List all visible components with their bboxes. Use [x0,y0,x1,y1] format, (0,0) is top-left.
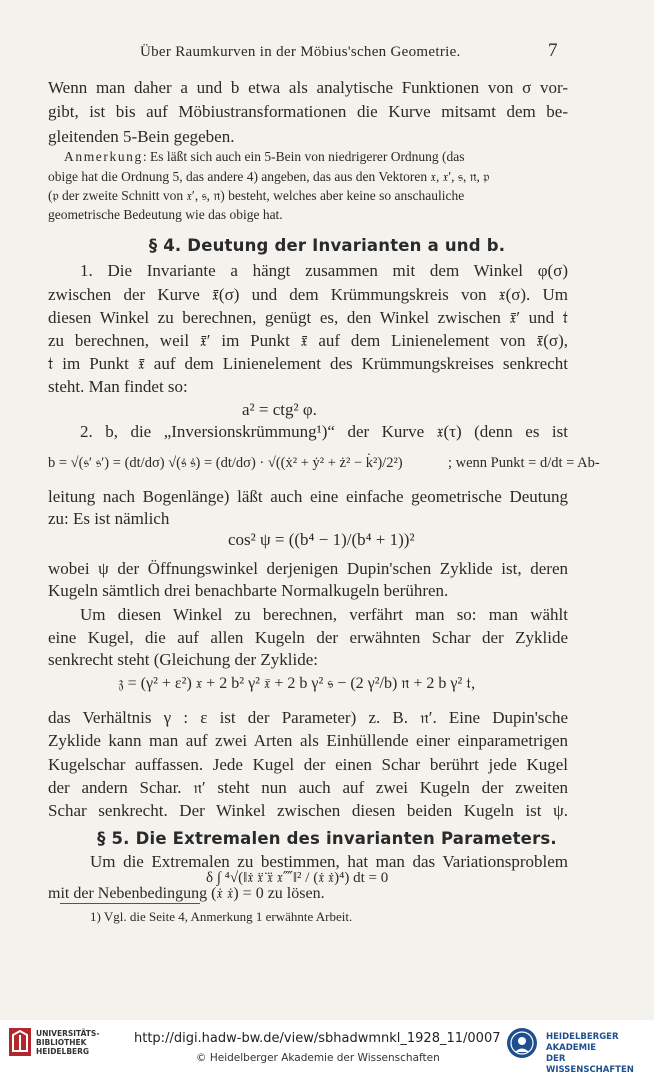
s4-p5-line-1: das Verhältnis γ : ε ist der Parameter) z. B. 𝔫′. Eine Dupin'sche [48,708,568,727]
university-library-logo-icon [8,1027,32,1057]
s4-p1-line-4: zu berechnen, weil 𝔵̄′ im Punkt 𝔵̄ auf dem Linienelement von 𝔵̄(σ), [48,331,568,350]
s4-p3-line-2: Kugeln sämtlich drei benachbarte Normalkugeln berühren. [48,581,449,600]
s4-p5-line-3: Kugelschar auffassen. Jede Kugel der einen Schar berührt jede Kugel [48,755,568,774]
section-5-heading: § 5. Die Extremalen des invarianten Parameters. [97,829,557,848]
library-line-1: UNIVERSITÄTS- [36,1029,100,1038]
s4-p2-line-2: leitung nach Bogenlänge) läßt auch eine einfache geometrische Deutung [48,487,568,506]
intro-line-2: gibt, ist bis auf Möbiustransformationen die Kurve mitsamt dem be- [48,102,568,121]
note-line-3: (𝔭 der zweite Schnitt von 𝔵′, 𝔰, 𝔫) besteht, welches aber keine so anschauliche [48,188,465,203]
equation-variation: δ ∫ ⁴√(‖𝔵̇ 𝔵̈ 𝔵⃛ 𝔵⁗‖² / (𝔵̇ 𝔵̇)⁴) dt = 0 [206,870,389,886]
footnote-rule [60,903,200,904]
equation-b-note: ; wenn Punkt = d/dt = Ab- [448,455,600,471]
library-line-2: BIBLIOTHEK [36,1038,87,1047]
note-line-1-text: : Es läßt sich auch ein 5-Bein von niedrigerer Ordnung (das [142,149,465,164]
equation-a-squared: a² = ctg² φ. [242,400,317,419]
s4-p2-line-3: zu: Es ist nämlich [48,509,170,528]
s4-p5-line-4: der andern Schar. 𝔫′ steht nun auch auf zwei Kugeln der zweiten [48,778,568,797]
s4-p1-line-5: 𝔱 im Punkt 𝔵̄ auf dem Linienelement des Krümmungskreises senkrecht [48,354,568,373]
s5-p1-line-2: mit der Nebenbedingung (𝔵̇ 𝔵̇) = 0 zu lösen. [48,885,325,902]
equation-cos-psi: cos² ψ = ((b⁴ − 1)/(b⁴ + 1))² [228,530,415,549]
equation-b-definition: b = √(𝔰′ 𝔰′) = (dt/dσ) √(𝔰̇ 𝔰̇) = (dt/dσ) · √((ẋ² + ẏ² + ż² − k̇²)/2²) [48,455,403,471]
document-url-link[interactable]: http://digi.hadw-bw.de/view/sbhadwmnkl_1928_11/0007 [134,1031,501,1046]
academy-line-1: HEIDELBERGER AKADEMIE [546,1032,619,1053]
s4-p1-line-6: steht. Man findet so: [48,377,188,396]
running-header: Über Raumkurven in der Möbius'schen Geometrie. [140,44,461,60]
academy-name [546,1032,654,1076]
s4-p1-line-1: 1. Die Invariante a hängt zusammen mit dem Winkel φ(σ) [80,261,568,280]
academy-line-2: DER WISSENSCHAFTEN [546,1054,634,1075]
note-line-1 [64,147,465,166]
s4-p3-line-1: wobei ψ der Öffnungswinkel derjenigen Dupin'schen Zyklide ist, deren [48,559,568,578]
viewer-footer [0,1020,654,1075]
s4-p2-line-1: 2. b, die „Inversionskrümmung¹)“ der Kurve 𝔵(τ) (denn es ist [80,422,568,441]
intro-line-3: gleitenden 5-Bein gegeben. [48,127,235,146]
s4-p4-line-3: senkrecht steht (Gleichung der Zyklide: [48,650,319,669]
note-label: Anmerkung [64,149,143,164]
s5-p1-line-1: Um die Extremalen zu bestimmen, hat man das Variationsproblem [90,852,568,871]
footnote: 1) Vgl. die Seite 4, Anmerkung 1 erwähnte Arbeit. [90,909,353,924]
s4-p5-line-2: Zyklide kann man auf zwei Arten als Einhüllende einer einparametrigen [48,731,568,750]
page-number: 7 [548,40,558,61]
s4-p1-line-2: zwischen der Kurve 𝔵̄(σ) und dem Krümmungskreis von 𝔵(σ). Um [48,285,568,304]
academy-seal-icon [506,1027,538,1059]
s4-p1-line-3: diesen Winkel zu berechnen, genügt es, den Winkel zwischen 𝔵̄′ und 𝔱 [48,308,568,327]
s4-p5-line-5: Schar senkrecht. Der Winkel zwischen diesen beiden Kugeln ist ψ. [48,801,568,820]
s4-p4-line-1: Um diesen Winkel zu berechnen, verfährt man so: man wählt [80,605,568,624]
intro-line-1: Wenn man daher a und b etwa als analytische Funktionen von σ vor- [48,78,568,97]
section-4-heading: § 4. Deutung der Invarianten a und b. [148,236,506,255]
note-line-4: geometrische Bedeutung wie das obige hat. [48,207,283,222]
equation-zyklide: 𝔷 = (γ² + ε²) 𝔵 + 2 b² γ² 𝔵̄ + 2 b γ² 𝔰 − (2 γ²/b) 𝔫 + 2 b γ² 𝔱, [118,675,476,692]
university-library-name [36,1029,99,1056]
s4-p4-line-2: eine Kugel, die auf allen Kugeln der erwähnten Schar der Zyklide [48,628,568,647]
copyright-notice: © Heidelberger Akademie der Wissenschaften [196,1052,440,1064]
library-line-3: HEIDELBERG [36,1047,90,1056]
note-line-2: obige hat die Ordnung 5, das andere 4) angeben, das aus den Vektoren 𝔵, 𝔵′, 𝔰, 𝔫, 𝔭 [48,169,490,184]
